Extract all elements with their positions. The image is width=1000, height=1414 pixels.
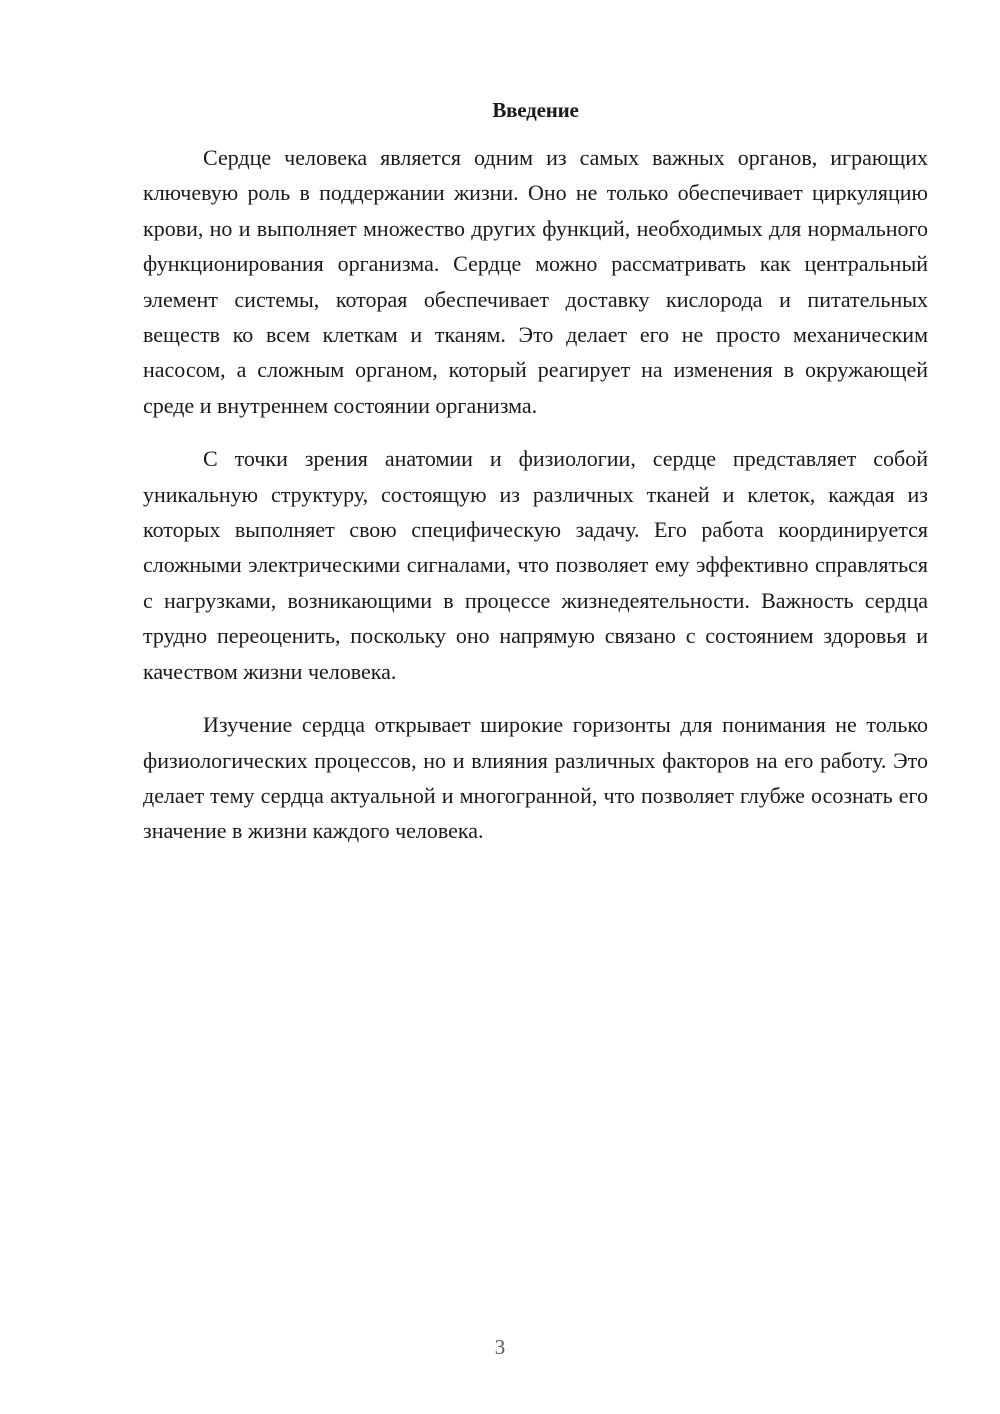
paragraph-1: Сердце человека является одним из самых важных органов, играющих ключевую роль в поддержании жизни. Оно не только обеспечивает циркуляцию крови, но и выполняет множество других функций, необходимых для нормального функционирования организма. Сердце можно рассматривать как центральный элемент системы, которая обеспечивает доставку кислорода и питательных веществ ко всем клеткам и тканям. Это делает его не просто механическим насосом, а сложным органом, который реагирует на изменения в окружающей среде и внутреннем состоянии организма. — [143, 145, 928, 418]
page-number: 3 — [494, 1335, 506, 1359]
section-heading: Введение — [492, 98, 579, 122]
page-content — [143, 94, 928, 867]
paragraph-2: С точки зрения анатомии и физиологии, сердце представляет собой уникальную структуру, состоящую из различных тканей и клеток, каждая из которых выполняет свою специфическую задачу. Его работа координируется сложными электрическими сигналами, что позволяет ему эффективно справляться с нагрузками, возникающими в процессе жизнедеятельности. Важность сердца трудно переоценить, поскольку оно напрямую связано с состоянием здоровья и качеством жизни человека. — [143, 446, 928, 684]
paragraph-3: Изучение сердца открывает широкие горизонты для понимания не только физиологических процессов, но и влияния различных факторов на его работу. Это делает тему сердца актуальной и многогранной, что позволяет глубже осознать его значение в жизни каждого человека. — [143, 712, 928, 844]
